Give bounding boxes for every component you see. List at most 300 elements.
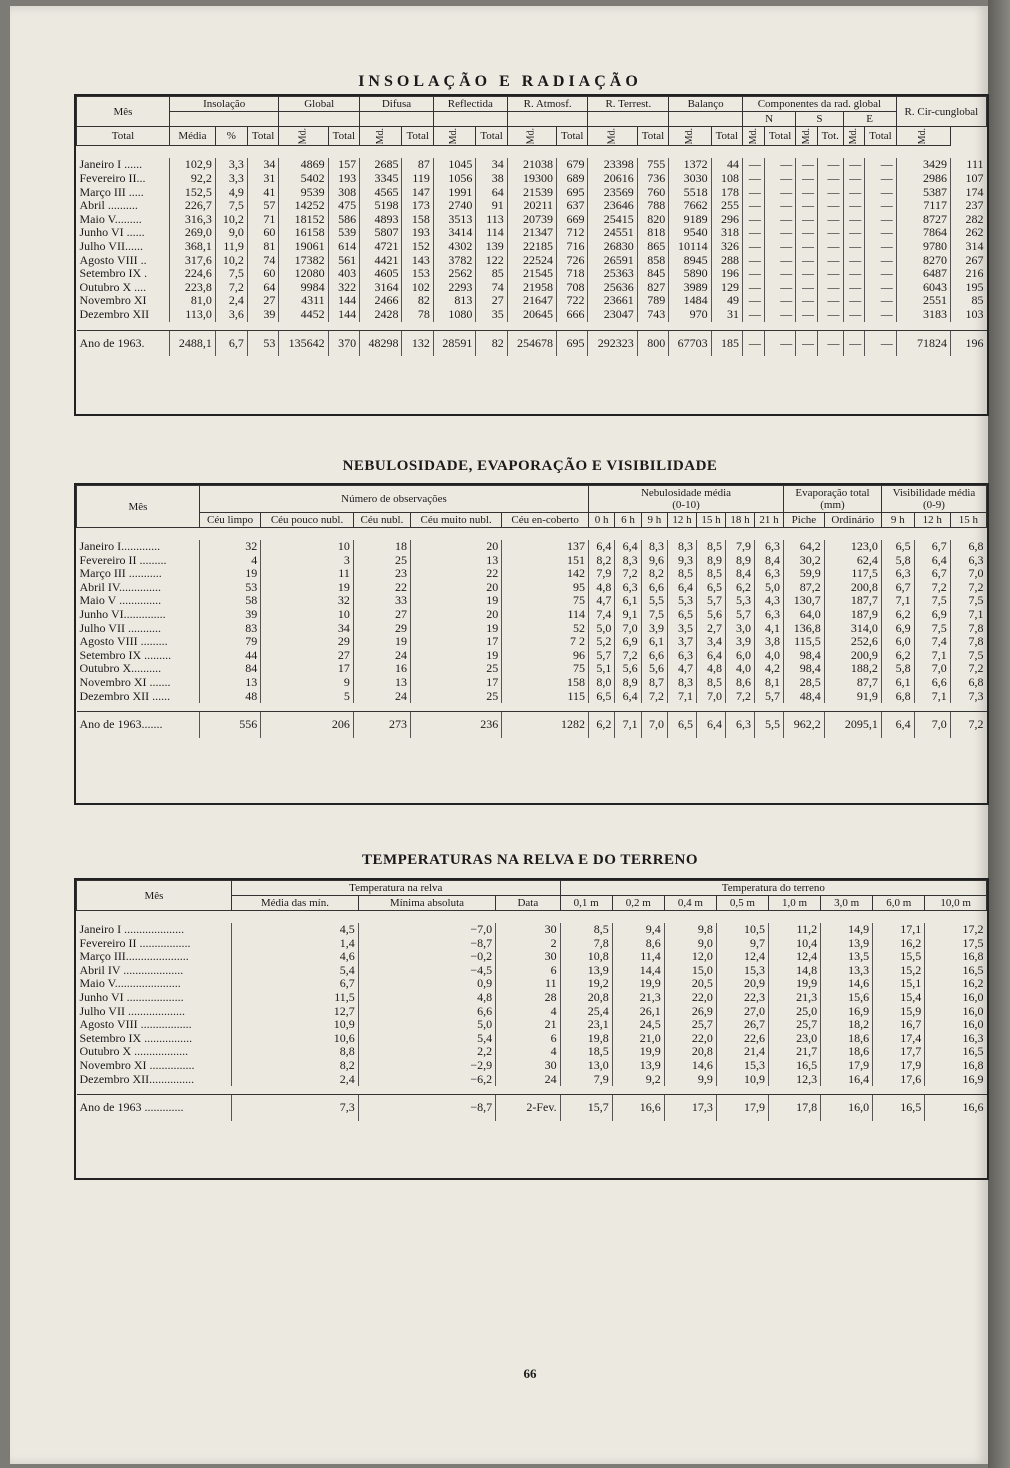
table-cell: 196 (711, 267, 742, 281)
table-cell: 3989 (669, 281, 711, 295)
table-cell: 3183 (896, 308, 950, 322)
page-edge (988, 0, 1010, 1468)
table-cell: 20 (411, 581, 502, 595)
table-cell: 368,1 (170, 240, 216, 254)
table-cell: 29 (261, 635, 354, 649)
table-cell: 74 (476, 281, 507, 295)
table-cell: 736 (637, 172, 668, 186)
table-cell: 16,0 (925, 1018, 987, 1032)
table-cell: 22 (353, 581, 410, 595)
table-cell: 137 (502, 540, 589, 554)
table-cell: 12,0 (664, 950, 716, 964)
table-cell: 16,5 (925, 1045, 987, 1059)
annual-cell: — (865, 330, 896, 356)
table-cell: 14,6 (821, 977, 873, 991)
table-cell: 4302 (433, 240, 475, 254)
annual-cell: 556 (200, 712, 261, 738)
column-header: 3,0 m (821, 896, 873, 911)
table-cell: 6,3 (755, 567, 784, 581)
table-cell: 7,4 (914, 635, 950, 649)
table-cell: 13 (353, 676, 410, 690)
column-header: Tot. (818, 127, 844, 146)
column-header: Ordinário (824, 513, 881, 528)
table-cell: 7,5 (950, 649, 986, 663)
table-cell: 26,9 (664, 1005, 716, 1019)
table-row (77, 690, 987, 704)
table-cell: 5,0 (589, 622, 615, 636)
table-row (77, 267, 987, 281)
column-header: Md. (669, 127, 711, 146)
table-title-nebulosidade: NEBULOSIDADE, EVAPORAÇÃO E VISIBILIDADE (342, 458, 718, 474)
group-header: Número de observações (200, 486, 589, 513)
month-label: Maio V .............. (79, 593, 162, 608)
table-cell: 4893 (360, 213, 402, 227)
table-cell: 6,5 (589, 690, 615, 704)
annual-cell: 292323 (588, 330, 637, 356)
table-cell: 16,3 (925, 1032, 987, 1046)
table-cell: 3,8 (755, 635, 784, 649)
table-cell: 8,6 (726, 676, 755, 690)
table-cell: 27,0 (716, 1005, 768, 1019)
table-cell: 314,0 (824, 622, 881, 636)
annual-cell: 6,7 (215, 330, 247, 356)
table-cell: 17,6 (873, 1073, 925, 1087)
table-cell: — (865, 294, 896, 308)
table-cell: — (865, 281, 896, 295)
table-cell: 4,8 (589, 581, 615, 595)
annual-row (77, 712, 987, 738)
table-cell: 21,3 (612, 991, 664, 1005)
table-cell: 8,5 (697, 540, 726, 554)
annual-label: Ano de 1963....... (77, 712, 200, 738)
annual-cell: — (764, 330, 795, 356)
table-cell: 716 (557, 240, 588, 254)
table-cell: 81 (247, 240, 278, 254)
table-cell: 13,5 (821, 950, 873, 964)
group-header (784, 486, 882, 513)
column-header: Total (637, 127, 668, 146)
table-cell: 6,8 (950, 540, 986, 554)
table-cell: — (843, 254, 865, 268)
table-cell: 5,7 (589, 649, 615, 663)
table-cell: 7117 (896, 199, 950, 213)
table-cell: 122 (476, 254, 507, 268)
column-header: Total (764, 127, 795, 146)
table-cell: 865 (637, 240, 668, 254)
table-body (77, 540, 987, 738)
group-label: Evaporação total (795, 487, 870, 499)
table-cell: — (796, 186, 818, 200)
table-title-insolacao: INSOLAÇÃO E RADIAÇÃO (358, 73, 642, 90)
annual-cell: 16,0 (821, 1095, 873, 1121)
table-title-temperaturas: TEMPERATURAS NA RELVA E DO TERRENO (361, 852, 699, 868)
annual-row (77, 330, 987, 356)
table-row (77, 964, 987, 978)
table-cell: — (843, 294, 865, 308)
annual-row (77, 1095, 987, 1121)
table-cell: 26,7 (716, 1018, 768, 1032)
table-cell: 34 (247, 158, 278, 172)
table-cell: 7,2 (615, 567, 641, 581)
table-cell: 5,4 (358, 1032, 495, 1046)
table-cell: 5,0 (358, 1018, 495, 1032)
table-cell: — (764, 308, 795, 322)
table-cell: 52 (502, 622, 589, 636)
table-cell: 6,6 (641, 649, 667, 663)
table-cell: 2685 (360, 158, 402, 172)
table-cell: 8,8 (232, 1045, 359, 1059)
table-cell: 18 (353, 540, 410, 554)
table-cell: 64 (247, 281, 278, 295)
table-cell: 113 (476, 213, 507, 227)
table-cell: 22185 (507, 240, 556, 254)
table-cell: 8,2 (232, 1059, 359, 1073)
table-cell: 12,4 (768, 950, 820, 964)
table-cell: 718 (557, 267, 588, 281)
table-cell: 5402 (279, 172, 328, 186)
table-cell: 12080 (279, 267, 328, 281)
table-cell: 31 (711, 308, 742, 322)
table-cell: 6,9 (881, 622, 914, 636)
table-cell: 16,4 (821, 1073, 873, 1087)
table-cell: 322 (328, 281, 359, 295)
table-cell: 666 (557, 308, 588, 322)
table-cell: — (743, 226, 765, 240)
table-cell: 7,9 (589, 567, 615, 581)
table-cell: 9,9 (664, 1073, 716, 1087)
table-cell: 13,9 (560, 964, 612, 978)
table-cell: 6,3 (615, 581, 641, 595)
table-cell: 23,0 (768, 1032, 820, 1046)
table-cell: 187,7 (824, 594, 881, 608)
table-cell: 2551 (896, 294, 950, 308)
table-cell: 18,6 (821, 1045, 873, 1059)
table-cell: 24,5 (612, 1018, 664, 1032)
table-cell: 8,9 (615, 676, 641, 690)
table-cell: 33 (353, 594, 410, 608)
table-cell: 17 (411, 676, 502, 690)
table-cell: 6,1 (615, 594, 641, 608)
table-cell: 6,4 (697, 649, 726, 663)
table-cell: 95 (502, 581, 589, 595)
table-cell: 123,0 (824, 540, 881, 554)
table-cell: — (818, 308, 844, 322)
table-row (77, 1059, 987, 1073)
month-label: Abril IV .................... (79, 962, 184, 977)
table-cell: 7,0 (615, 622, 641, 636)
table-cell: 16,2 (873, 937, 925, 951)
table-cell: 13,3 (821, 964, 873, 978)
table-cell: 85 (476, 267, 507, 281)
group-label: Visibilidade média (892, 487, 976, 499)
group-header: Difusa (360, 97, 434, 112)
table-cell: 23 (353, 567, 410, 581)
table-cell: — (818, 172, 844, 186)
table-cell: — (796, 281, 818, 295)
table-cell: 5,3 (726, 594, 755, 608)
table-cell: 8,5 (560, 923, 612, 937)
table-cell: 6,2 (881, 649, 914, 663)
table-cell: 22 (411, 567, 502, 581)
column-header: Data (496, 896, 561, 911)
column-header: Céu pouco nubl. (261, 513, 354, 528)
table-cell: 17,2 (925, 923, 987, 937)
table-cell: 4,9 (215, 186, 247, 200)
column-header: Total (476, 127, 507, 146)
table-cell: 24551 (588, 226, 637, 240)
table-cell: 21539 (507, 186, 556, 200)
table-cell: −7,0 (358, 923, 495, 937)
table-cell: 30 (496, 1059, 561, 1073)
table-row (77, 937, 987, 951)
table-cell: 6,4 (667, 581, 696, 595)
table-cell: 4452 (279, 308, 328, 322)
table-cell: 200,8 (824, 581, 881, 595)
month-label: Março III..................... (79, 949, 189, 964)
table-cell: 91 (476, 199, 507, 213)
table-cell: 6,1 (641, 635, 667, 649)
annual-cell: 6,4 (697, 712, 726, 738)
table-cell: — (865, 172, 896, 186)
table-cell: 9,1 (615, 608, 641, 622)
table-cell: — (743, 254, 765, 268)
table-cell: 158 (502, 676, 589, 690)
annual-cell: 800 (637, 330, 668, 356)
table-row (77, 186, 987, 200)
table-cell: 26830 (588, 240, 637, 254)
group-label: Nebulosidade média (640, 487, 732, 499)
group-header: Reflectida (433, 97, 507, 112)
table-cell: 2,2 (358, 1045, 495, 1059)
table-cell: 316,3 (170, 213, 216, 227)
table-cell: — (743, 186, 765, 200)
table-cell: 27 (247, 294, 278, 308)
table-cell: 5,6 (697, 608, 726, 622)
table-cell: −6,2 (358, 1073, 495, 1087)
table-cell: 7,5 (914, 594, 950, 608)
table-cell: 58 (200, 594, 261, 608)
table-cell: 117,5 (824, 567, 881, 581)
column-header: 15 h (950, 513, 986, 528)
table-cell: 35 (476, 308, 507, 322)
table-row (77, 977, 987, 991)
table-cell: 5,1 (589, 662, 615, 676)
table-cell: 6,5 (881, 540, 914, 554)
table-cell: 5,7 (755, 690, 784, 704)
table-cell: 2 (496, 937, 561, 951)
table-cell: 16 (353, 662, 410, 676)
table-cell: — (796, 172, 818, 186)
column-header: Md. (360, 127, 402, 146)
month-label: Junho VI ................... (79, 989, 184, 1004)
table-cell: 8,5 (697, 567, 726, 581)
table-cell: 7,2 (950, 662, 986, 676)
table-cell: 173 (402, 199, 433, 213)
table-cell: — (843, 199, 865, 213)
month-label: Julho VII ........... (79, 620, 161, 635)
annual-cell: 15,7 (560, 1095, 612, 1121)
table-cell: 4,8 (697, 662, 726, 676)
table-cell: 3164 (360, 281, 402, 295)
table-cell: 10,2 (215, 213, 247, 227)
table-cell: 5,8 (881, 662, 914, 676)
table-cell: 48 (200, 690, 261, 704)
table-cell: 9,2 (612, 1073, 664, 1087)
table-cell: 14,9 (821, 923, 873, 937)
table-cell: 820 (637, 213, 668, 227)
annual-cell: 962,2 (784, 712, 825, 738)
component-s: S (796, 112, 843, 127)
month-label: Setembro IX ......... (79, 647, 172, 662)
table-row (77, 991, 987, 1005)
table-cell: 5 (261, 690, 354, 704)
table-cell: 15,0 (664, 964, 716, 978)
table-cell: 726 (557, 254, 588, 268)
table-cell: 25,4 (560, 1005, 612, 1019)
annual-cell: 82 (476, 330, 507, 356)
annual-cell: — (796, 330, 818, 356)
column-header: 0,2 m (612, 896, 664, 911)
month-label: Janeiro I .................... (79, 922, 185, 936)
table-cell: 7662 (669, 199, 711, 213)
table-cell: 614 (328, 240, 359, 254)
table-cell: 17382 (279, 254, 328, 268)
table-cell: 75 (502, 594, 589, 608)
table-cell: 30 (496, 923, 561, 937)
month-label: Maio V...................... (79, 976, 181, 991)
table-cell: 17,7 (873, 1045, 925, 1059)
table-cell: 25,0 (768, 1005, 820, 1019)
table-cell: 17,9 (873, 1059, 925, 1073)
group-range: (0-10) (672, 499, 700, 511)
table-cell: 114 (502, 608, 589, 622)
column-header: 1,0 m (768, 896, 820, 911)
table-cell: — (796, 254, 818, 268)
table-cell: 6,6 (358, 1005, 495, 1019)
table-cell: 19 (411, 622, 502, 636)
table-cell: 22,6 (716, 1032, 768, 1046)
table-cell: 13 (411, 554, 502, 568)
table-cell: 25363 (588, 267, 637, 281)
table-cell: 22,0 (664, 1032, 716, 1046)
table-cell: — (764, 254, 795, 268)
table-cell: — (843, 281, 865, 295)
table-cell: 26591 (588, 254, 637, 268)
month-label: Outubro X .................. (79, 1044, 189, 1059)
table-cell: 16,9 (821, 1005, 873, 1019)
table-row (77, 649, 987, 663)
table-cell: 30,2 (784, 554, 825, 568)
annual-label: Ano de 1963. (77, 330, 170, 356)
table-cell: 18,6 (821, 1032, 873, 1046)
table-cell: 79 (200, 635, 261, 649)
table-cell: 136,8 (784, 622, 825, 636)
annual-cell: 7,0 (914, 712, 950, 738)
column-header: Md. (896, 127, 950, 146)
table-cell: — (743, 213, 765, 227)
table-cell: 267 (950, 254, 986, 268)
table-cell: 6,1 (881, 676, 914, 690)
table-cell: 9 (261, 676, 354, 690)
column-header: Md. (433, 127, 475, 146)
table-cell: 87,2 (784, 581, 825, 595)
table-cell: 152,5 (170, 186, 216, 200)
table-cell: 282 (950, 213, 986, 227)
column-header: 0,4 m (664, 896, 716, 911)
table-cell: 4605 (360, 267, 402, 281)
table-cell: 8,7 (641, 676, 667, 690)
table-cell: 2,4 (215, 294, 247, 308)
table-cell: 1,4 (232, 937, 359, 951)
table-cell: 64,0 (784, 608, 825, 622)
table-cell: — (796, 226, 818, 240)
annual-cell: 7,2 (950, 712, 986, 738)
table-cell: 743 (637, 308, 668, 322)
table-cell: 3414 (433, 226, 475, 240)
month-label: Novembro XI ............... (79, 1057, 195, 1072)
table-cell: 3,9 (726, 635, 755, 649)
table-cell: 7,1 (667, 690, 696, 704)
column-header: 6,0 m (873, 896, 925, 911)
table-cell: 7,2 (914, 581, 950, 595)
table-cell: 11 (261, 567, 354, 581)
table-cell: 130,7 (784, 594, 825, 608)
table-cell: — (743, 172, 765, 186)
table-cell: 21545 (507, 267, 556, 281)
table-cell: — (764, 172, 795, 186)
table-cell: 17,4 (873, 1032, 925, 1046)
table-cell: 111 (950, 158, 986, 172)
table-cell: 2,7 (697, 622, 726, 636)
table-cell: — (743, 294, 765, 308)
annual-cell: 185 (711, 330, 742, 356)
column-header: 18 h (726, 513, 755, 528)
group-header: Global (279, 97, 360, 112)
table-cell: 7,0 (697, 690, 726, 704)
column-header: Piche (784, 513, 825, 528)
month-label: Outubro X .... (79, 279, 147, 294)
table-cell: 15,3 (716, 1059, 768, 1073)
table-row (77, 540, 987, 554)
table-cell: 679 (557, 158, 588, 172)
table-cell: 6,8 (950, 676, 986, 690)
table-cell: 8,3 (667, 540, 696, 554)
table-cell: 17,5 (925, 937, 987, 951)
component-n: N (743, 112, 796, 127)
table-cell: 16,0 (925, 1005, 987, 1019)
table-cell: — (818, 186, 844, 200)
table-cell: 20739 (507, 213, 556, 227)
annual-cell: 16,6 (612, 1095, 664, 1121)
table-cell: 7,8 (560, 937, 612, 951)
table-cell: 157 (328, 158, 359, 172)
table-cell: 27 (261, 649, 354, 663)
table-cell: 71 (247, 213, 278, 227)
table-cell: — (764, 267, 795, 281)
table-row (77, 158, 987, 172)
column-header: % (215, 127, 247, 146)
table-cell: 8,1 (755, 676, 784, 690)
table-cell: 10,5 (716, 923, 768, 937)
table-cell: 29 (353, 622, 410, 636)
table-cell: 38 (476, 172, 507, 186)
table-cell: 8,4 (755, 554, 784, 568)
table-cell: 24 (353, 690, 410, 704)
table-cell: 8945 (669, 254, 711, 268)
table-cell: — (796, 308, 818, 322)
table-cell: 17,9 (821, 1059, 873, 1073)
table-cell: 20211 (507, 199, 556, 213)
